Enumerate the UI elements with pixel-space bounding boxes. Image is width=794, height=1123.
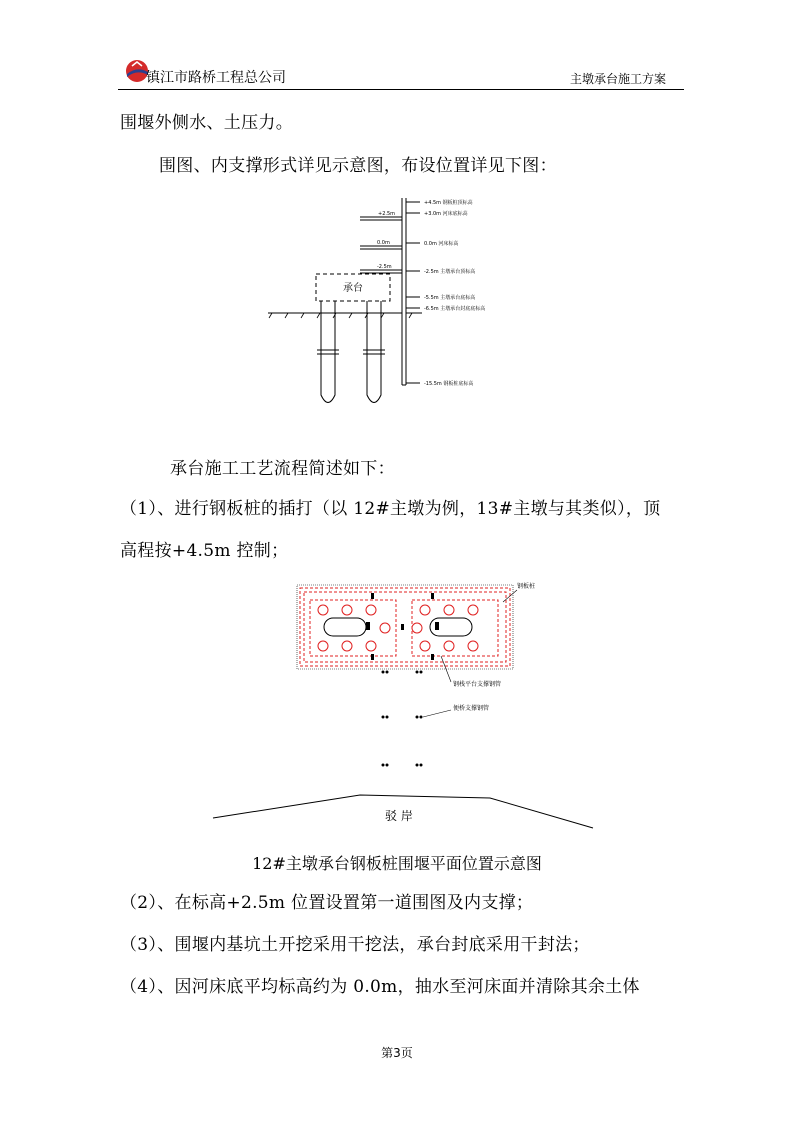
ground-hatch [269,313,412,318]
label-platform: 钢栈平台支撑钢管 [453,681,502,688]
pile-left [317,301,339,403]
svg-text:-5.5m 主墩承台底标高: -5.5m 主墩承台底标高 [424,295,476,301]
plan-labels [423,582,535,717]
paragraph-7: （4）、因河床底平均标高约为 0.0m，抽水至河床面并清除其余土体 [120,977,640,997]
paragraph-4-line-2: 高程按+4.5m 控制； [120,541,289,561]
page-number: 第3页 [381,1046,413,1060]
level-labels [406,199,485,387]
support-dots [382,671,423,767]
paragraph-6: （3）、围堰内基坑土开挖采用干挖法，承台封底采用干封法； [120,935,590,955]
strut-label-1: +2.5m [378,211,396,217]
strut-label-3: -2.5m [377,264,392,270]
header-rule [118,89,684,90]
svg-text:0.0m 河床标高: 0.0m 河床标高 [424,241,459,247]
pile-cap-label: 承台 [343,283,363,294]
svg-text:+4.5m 钢板桩顶标高: +4.5m 钢板桩顶标高 [424,200,473,206]
svg-text:+3.0m 河床底标高: +3.0m 河床底标高 [424,211,468,217]
svg-text:-2.5m 主墩承台顶标高: -2.5m 主墩承台顶标高 [424,269,476,275]
document-title: 主墩承台施工方案 [569,72,666,86]
svg-text:-15.5m 钢板桩底标高: -15.5m 钢板桩底标高 [424,381,474,387]
label-temp-bridge: 便桥支撑钢管 [453,705,490,712]
paragraph-1: 围堰外侧水、土压力。 [120,113,293,133]
paragraph-3: 承台施工工艺流程简述如下： [170,459,395,479]
label-sheet-pile: 钢板桩 [517,583,536,590]
strut-label-2: 0.0m [377,240,390,246]
paragraph-2: 围图、内支撑形式详见示意图，布设位置详见下图： [159,156,557,176]
pile-cap-plan-right [412,600,498,656]
figure-caption: 12#主墩承台钢板桩围堰平面位置示意图 [252,854,542,873]
strut-3 [360,264,402,273]
page-header [118,58,684,90]
strut-2 [360,240,402,249]
plan-view-diagram [205,580,600,830]
paragraph-4-line-1: （1）、进行钢板桩的插打（以 12#主墩为例，13#主墩与其类似），顶 [120,499,661,519]
svg-text:-6.5m 主墩承台封底底标高: -6.5m 主墩承台封底底标高 [424,306,486,312]
elevation-diagram [260,190,540,420]
pile-cap-plan-left [310,600,396,656]
label-bank: 驳 岸 [385,809,413,823]
paragraph-5: （2）、在标高+2.5m 位置设置第一道围图及内支撑； [120,893,534,913]
company-name: 镇江市路桥工程总公司 [146,70,286,86]
strut-1 [360,211,402,220]
